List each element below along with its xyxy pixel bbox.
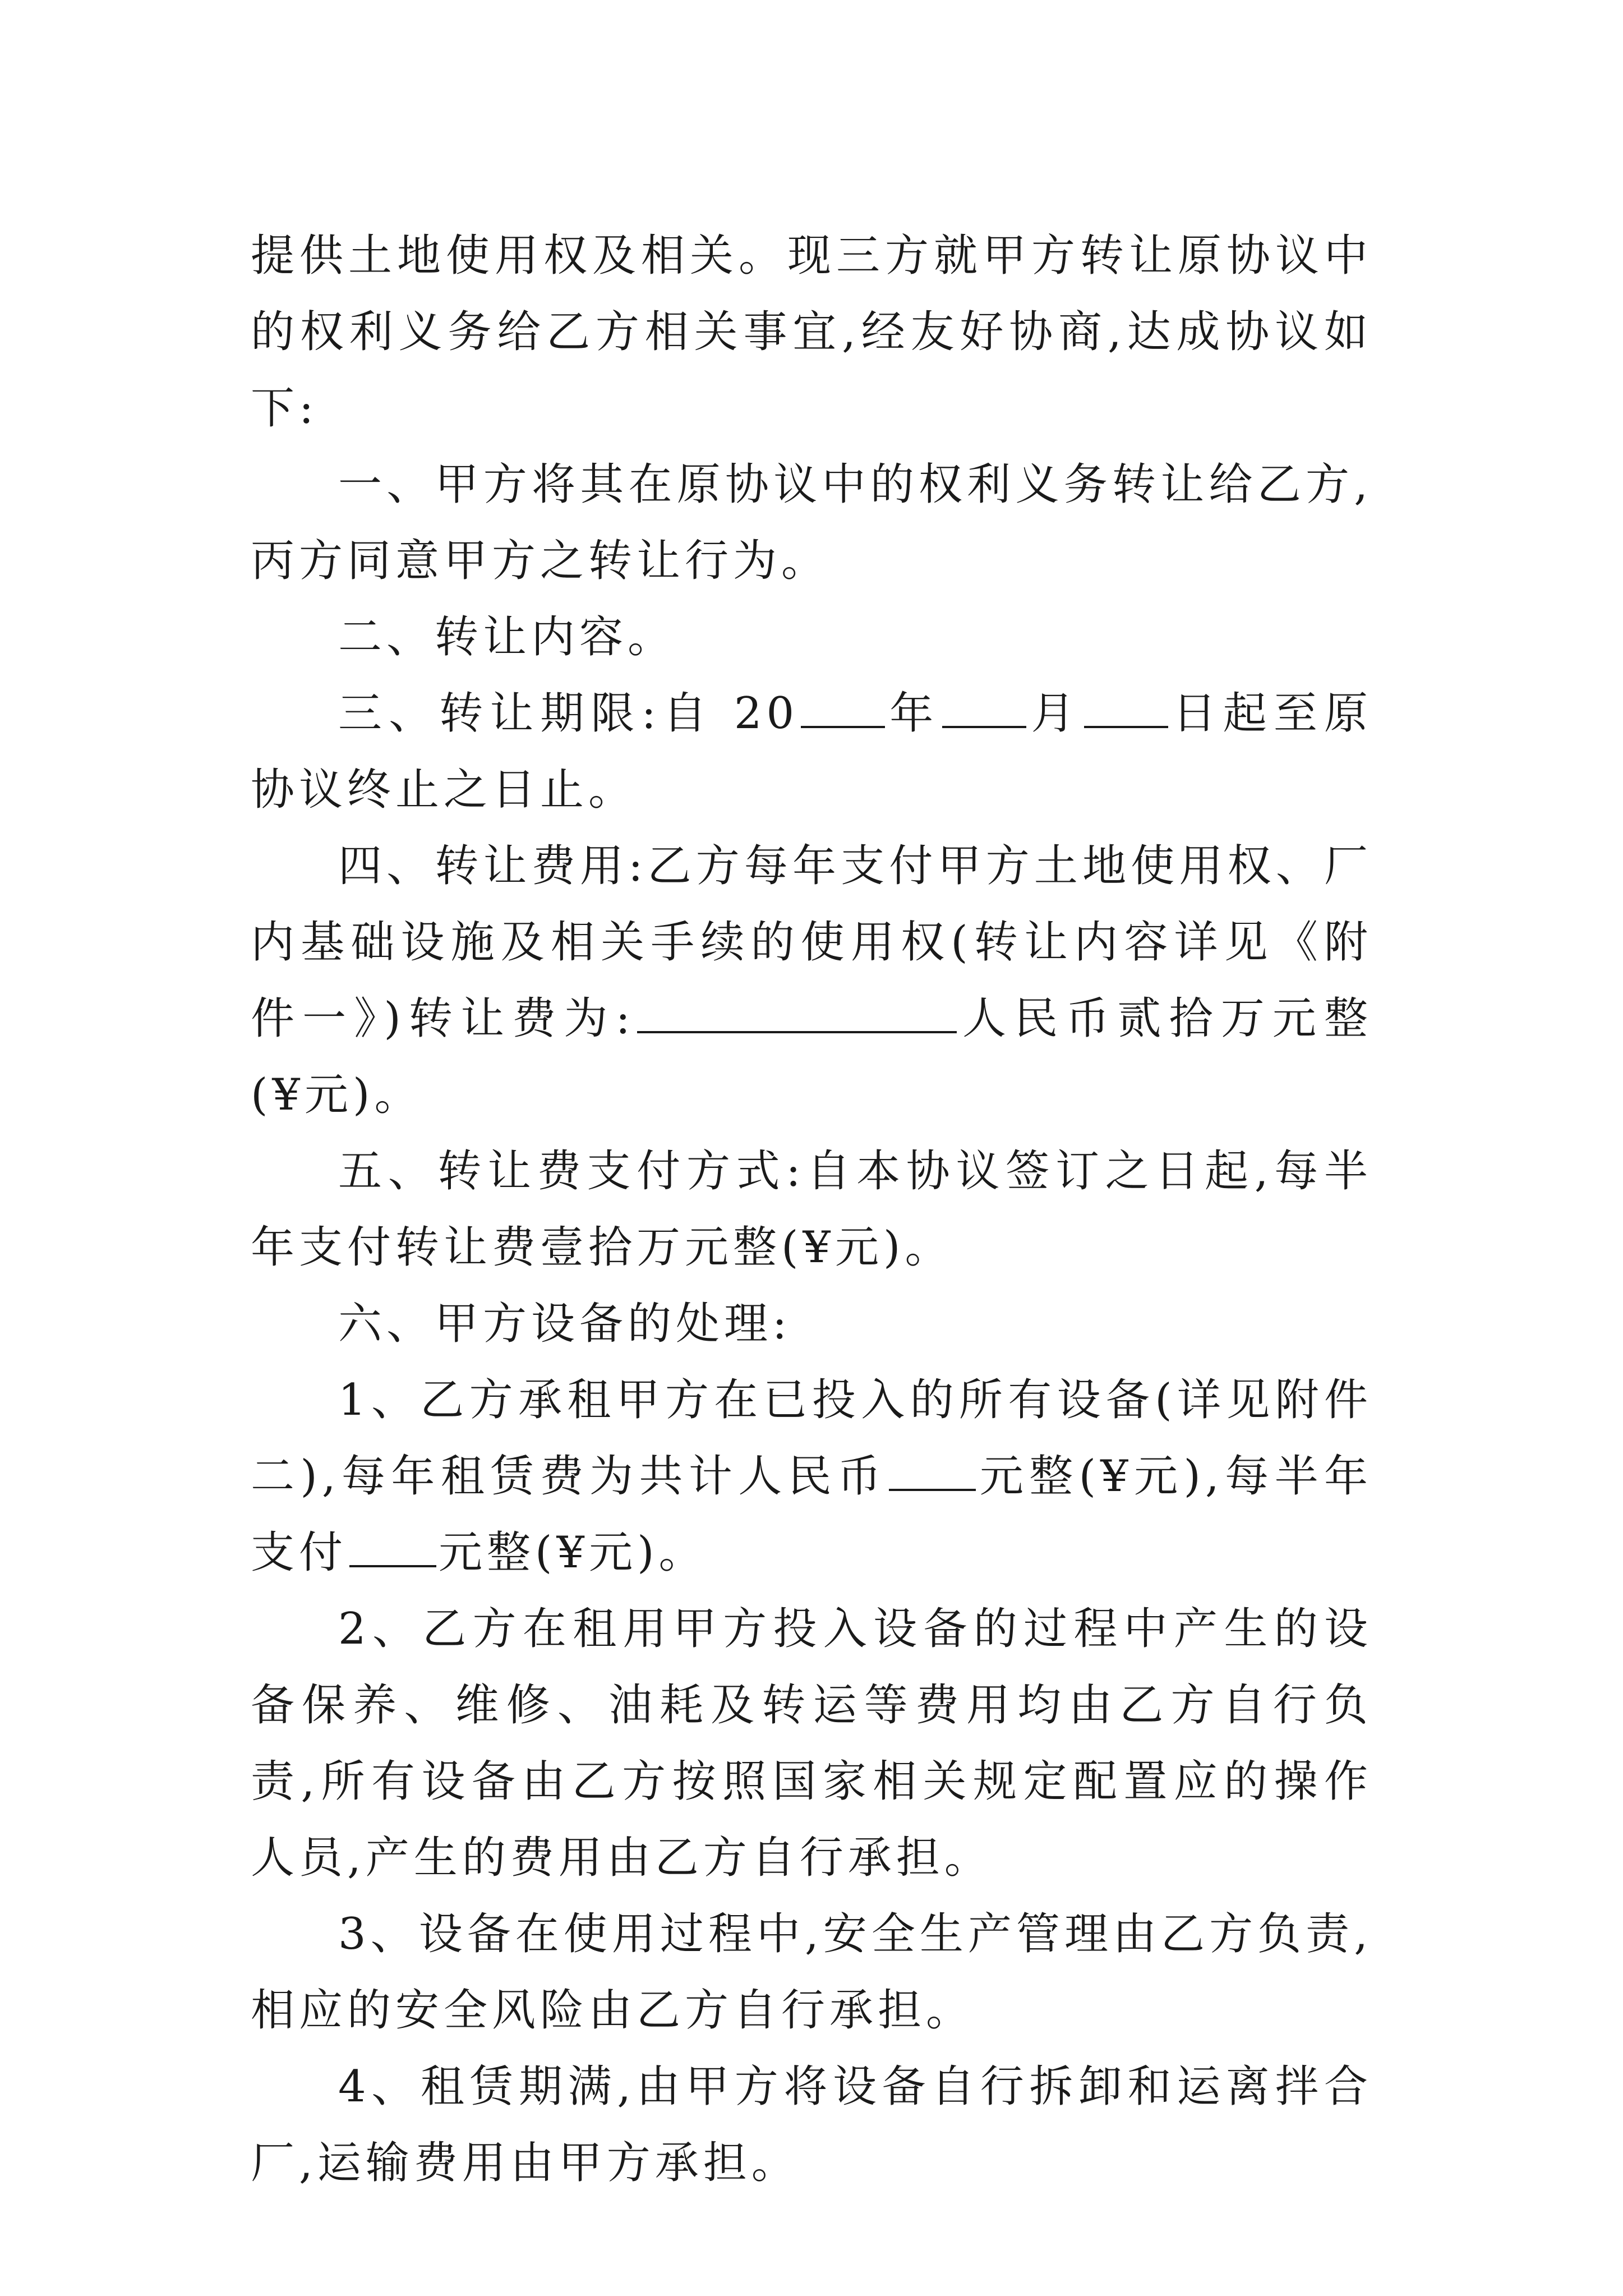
clause-5-payment	[251, 1133, 1372, 1286]
year-blank	[801, 687, 885, 728]
paragraph-text: 六、甲方设备的处理:	[338, 1299, 792, 1349]
paragraph-text: 二、转让内容。	[338, 612, 676, 662]
clause-2-content	[251, 599, 1372, 675]
paragraph-text: 年	[887, 688, 940, 739]
subclause-2-maintenance	[251, 1591, 1372, 1896]
document-body	[251, 218, 1372, 2201]
subclause-1-rental	[251, 1362, 1372, 1591]
half-year-payment-blank	[349, 1526, 436, 1567]
paragraph-text: 一、甲方将其在原协议中的权利义务转让给乙方,丙方同意甲方之转让行为。	[251, 459, 1372, 586]
day-blank	[1084, 687, 1168, 728]
paragraph-text: 提供土地使用权及相关。现三方就甲方转让原协议中的权利义务给乙方相关事宜,经友好协商,达成协议如下:	[251, 231, 1372, 434]
paragraph-text: 人民币贰拾万元整(¥元)。	[251, 993, 1372, 1120]
paragraph-text: 三、转让期限:自 20	[338, 688, 799, 739]
paragraph-text: 月	[1029, 688, 1082, 739]
paragraph-text: 五、转让费支付方式:自本协议签订之日起,每半年支付转让费壹拾万元整(¥元)。	[251, 1146, 1372, 1273]
annual-rent-blank	[889, 1450, 976, 1491]
paragraph-text: 4、租赁期满,由甲方将设备自行拆卸和运离拌合厂,运输费用由甲方承担。	[251, 2062, 1372, 2188]
clause-4-fee	[251, 828, 1372, 1133]
paragraph-text: 四、转让费用:乙方每年支付甲方土地使用权、厂内基础设施及相关手续的使用权(转让内容详见《附件一》)转让费为:	[251, 841, 1372, 1044]
paragraph-intro	[251, 218, 1372, 447]
paragraph-text: 元整(¥元),每半年支付	[251, 1451, 1372, 1578]
month-blank	[942, 687, 1026, 728]
paragraph-text: 元整(¥元)。	[439, 1527, 707, 1578]
paragraph-text: 1、乙方承租甲方在已投入的所有设备(详见附件二),每年租赁费为共计人民币	[251, 1375, 1372, 1502]
fee-amount-blank	[637, 992, 957, 1033]
clause-3-period	[251, 675, 1372, 828]
paragraph-text: 3、设备在使用过程中,安全生产管理由乙方负责,相应的安全风险由乙方自行承担。	[251, 1909, 1372, 2036]
subclause-3-safety	[251, 1896, 1372, 2049]
clause-1-transfer	[251, 447, 1372, 599]
subclause-4-expiry	[251, 2049, 1372, 2201]
paragraph-text: 2、乙方在租用甲方投入设备的过程中产生的设备保养、维修、油耗及转运等费用均由乙方自行负责,所有设备由乙方按照国家相关规定配置应的操作人员,产生的费用由乙方自行承担。	[251, 1604, 1372, 1883]
clause-6-equipment	[251, 1286, 1372, 1362]
paragraph-text: 日起至原协议终止之日止。	[251, 688, 1372, 815]
